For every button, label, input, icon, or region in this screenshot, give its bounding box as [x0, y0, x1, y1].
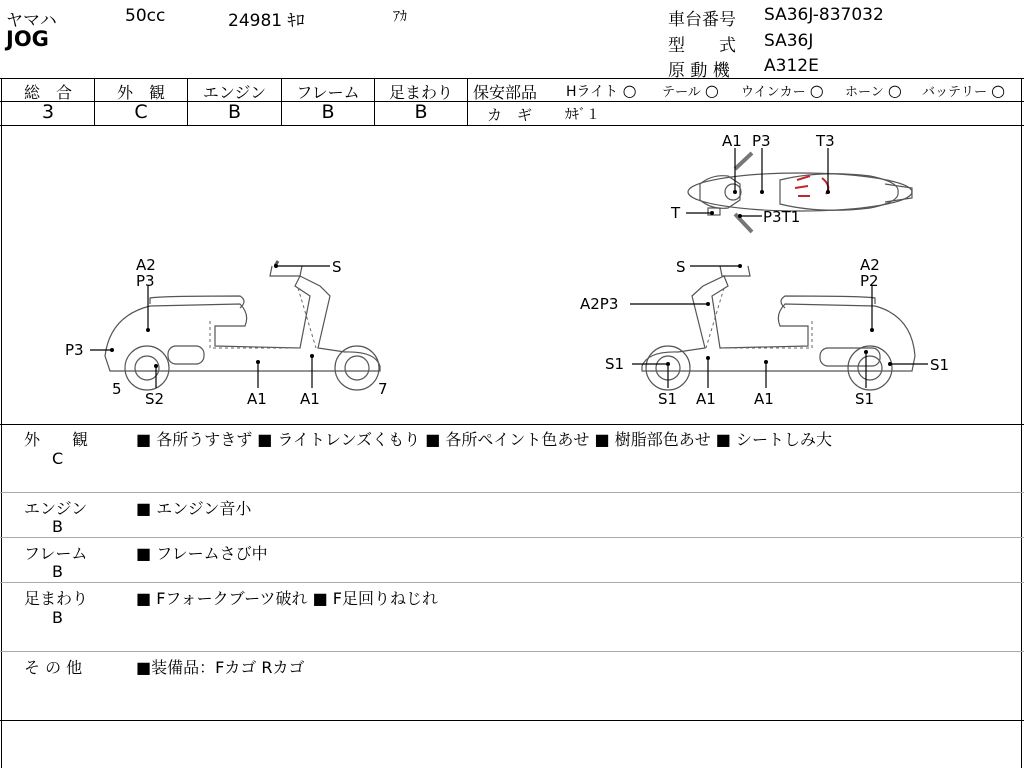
damage-mark-seat	[795, 176, 828, 196]
safety-item-winker: ウインカー ○	[741, 81, 824, 100]
diagram-label: S1	[658, 390, 678, 408]
grade-overall-value: 3	[41, 101, 55, 123]
engine-label: 原 動 機	[668, 61, 730, 81]
section-exterior-grade: C	[52, 449, 64, 468]
diagram-label: P3T1	[763, 208, 801, 226]
safety-item-horn: ホーン ○	[845, 81, 902, 100]
divider	[0, 424, 1024, 425]
grade-overall-label: 総 合	[23, 83, 72, 102]
divider	[0, 651, 1024, 652]
diagram-label: T3	[816, 132, 835, 150]
diagram-label: A2	[136, 256, 156, 274]
diagram-label: P3	[752, 132, 771, 150]
key-label: カ ギ	[487, 106, 533, 124]
model-name: JOG	[6, 27, 49, 51]
section-engine-grade: B	[52, 517, 63, 536]
diagram-label: 7	[378, 380, 388, 398]
section-frame-text: ■ フレームさび中	[136, 544, 268, 563]
frame-no-label: 車台番号	[668, 10, 736, 30]
grade-frame-label: フレーム	[296, 83, 360, 102]
diagram-label: S	[332, 258, 342, 276]
section-other-label: そ の 他	[24, 658, 83, 677]
safety-item-battery: バッテリー ○	[922, 81, 1006, 100]
diagram-label: S2	[145, 390, 165, 408]
safety-item-tail: テール ○	[662, 81, 719, 100]
engine-value: A312E	[764, 56, 819, 76]
grade-suspension-value: B	[414, 101, 428, 123]
divider	[0, 582, 1024, 583]
safety-label: 保安部品	[473, 83, 538, 102]
diagram-label: A1	[722, 132, 742, 150]
diagram-label: A2	[860, 256, 880, 274]
damage-diagram	[0, 126, 1024, 424]
diagram-label: P2	[860, 272, 879, 290]
diagram-label: A1	[247, 390, 267, 408]
grade-exterior-label: 外 観	[116, 83, 165, 102]
diagram-label: P3	[136, 272, 155, 290]
grade-engine-label: エンジン	[202, 83, 267, 102]
section-exterior-label: 外 観	[24, 430, 89, 449]
divider	[467, 78, 468, 125]
section-frame-grade: B	[52, 562, 63, 581]
section-suspension-grade: B	[52, 608, 63, 627]
safety-item-headlight: Hライト ○	[566, 81, 637, 100]
diagram-label: A1	[696, 390, 716, 408]
diagram-label: P3	[65, 341, 84, 359]
grade-frame-value: B	[321, 101, 335, 123]
section-exterior-text: ■ 各所うすきず ■ ライトレンズくもり ■ 各所ペイント色あせ ■ 樹脂部色あせ ■ シートしみ大	[136, 430, 833, 449]
diagram-label: S	[676, 258, 686, 276]
diagram-label: S1	[605, 355, 625, 373]
grade-exterior-value: C	[134, 101, 148, 123]
diagram-label: A1	[300, 390, 320, 408]
color: ｱｶ	[393, 9, 407, 25]
section-engine-text: ■ エンジン音小	[136, 499, 252, 518]
section-suspension-label: 足まわり	[24, 589, 89, 608]
diagram-label: A2P3	[580, 295, 619, 313]
divider	[0, 720, 1024, 721]
section-other-text: ■装備品：Fカゴ Rカゴ	[136, 658, 305, 677]
displacement: 50cc	[125, 6, 166, 26]
section-suspension-text: ■ Fフォークブーツ破れ ■ F足回りねじれ	[136, 589, 438, 608]
section-frame-label: フレーム	[24, 544, 88, 563]
divider	[0, 492, 1024, 493]
mileage: 24981 ｷﾛ	[228, 11, 305, 31]
frame-no: SA36J-837032	[764, 5, 884, 25]
section-engine-label: エンジン	[24, 499, 88, 518]
diagram-label: A1	[754, 390, 774, 408]
divider	[468, 101, 1024, 102]
diagram-label: 5	[112, 380, 122, 398]
divider	[0, 537, 1024, 538]
grade-engine-value: B	[227, 101, 242, 123]
type-value: SA36J	[764, 31, 814, 51]
diagram-label: S1	[855, 390, 875, 408]
type-label: 型 式	[668, 36, 736, 56]
divider	[0, 78, 1024, 79]
grade-suspension-label: 足まわり	[388, 83, 453, 102]
key-value: ｶｷﾞ１	[565, 107, 600, 123]
diagram-label: T	[671, 204, 681, 222]
maker: ヤマハ	[6, 11, 57, 31]
diagram-label: S1	[930, 356, 950, 374]
